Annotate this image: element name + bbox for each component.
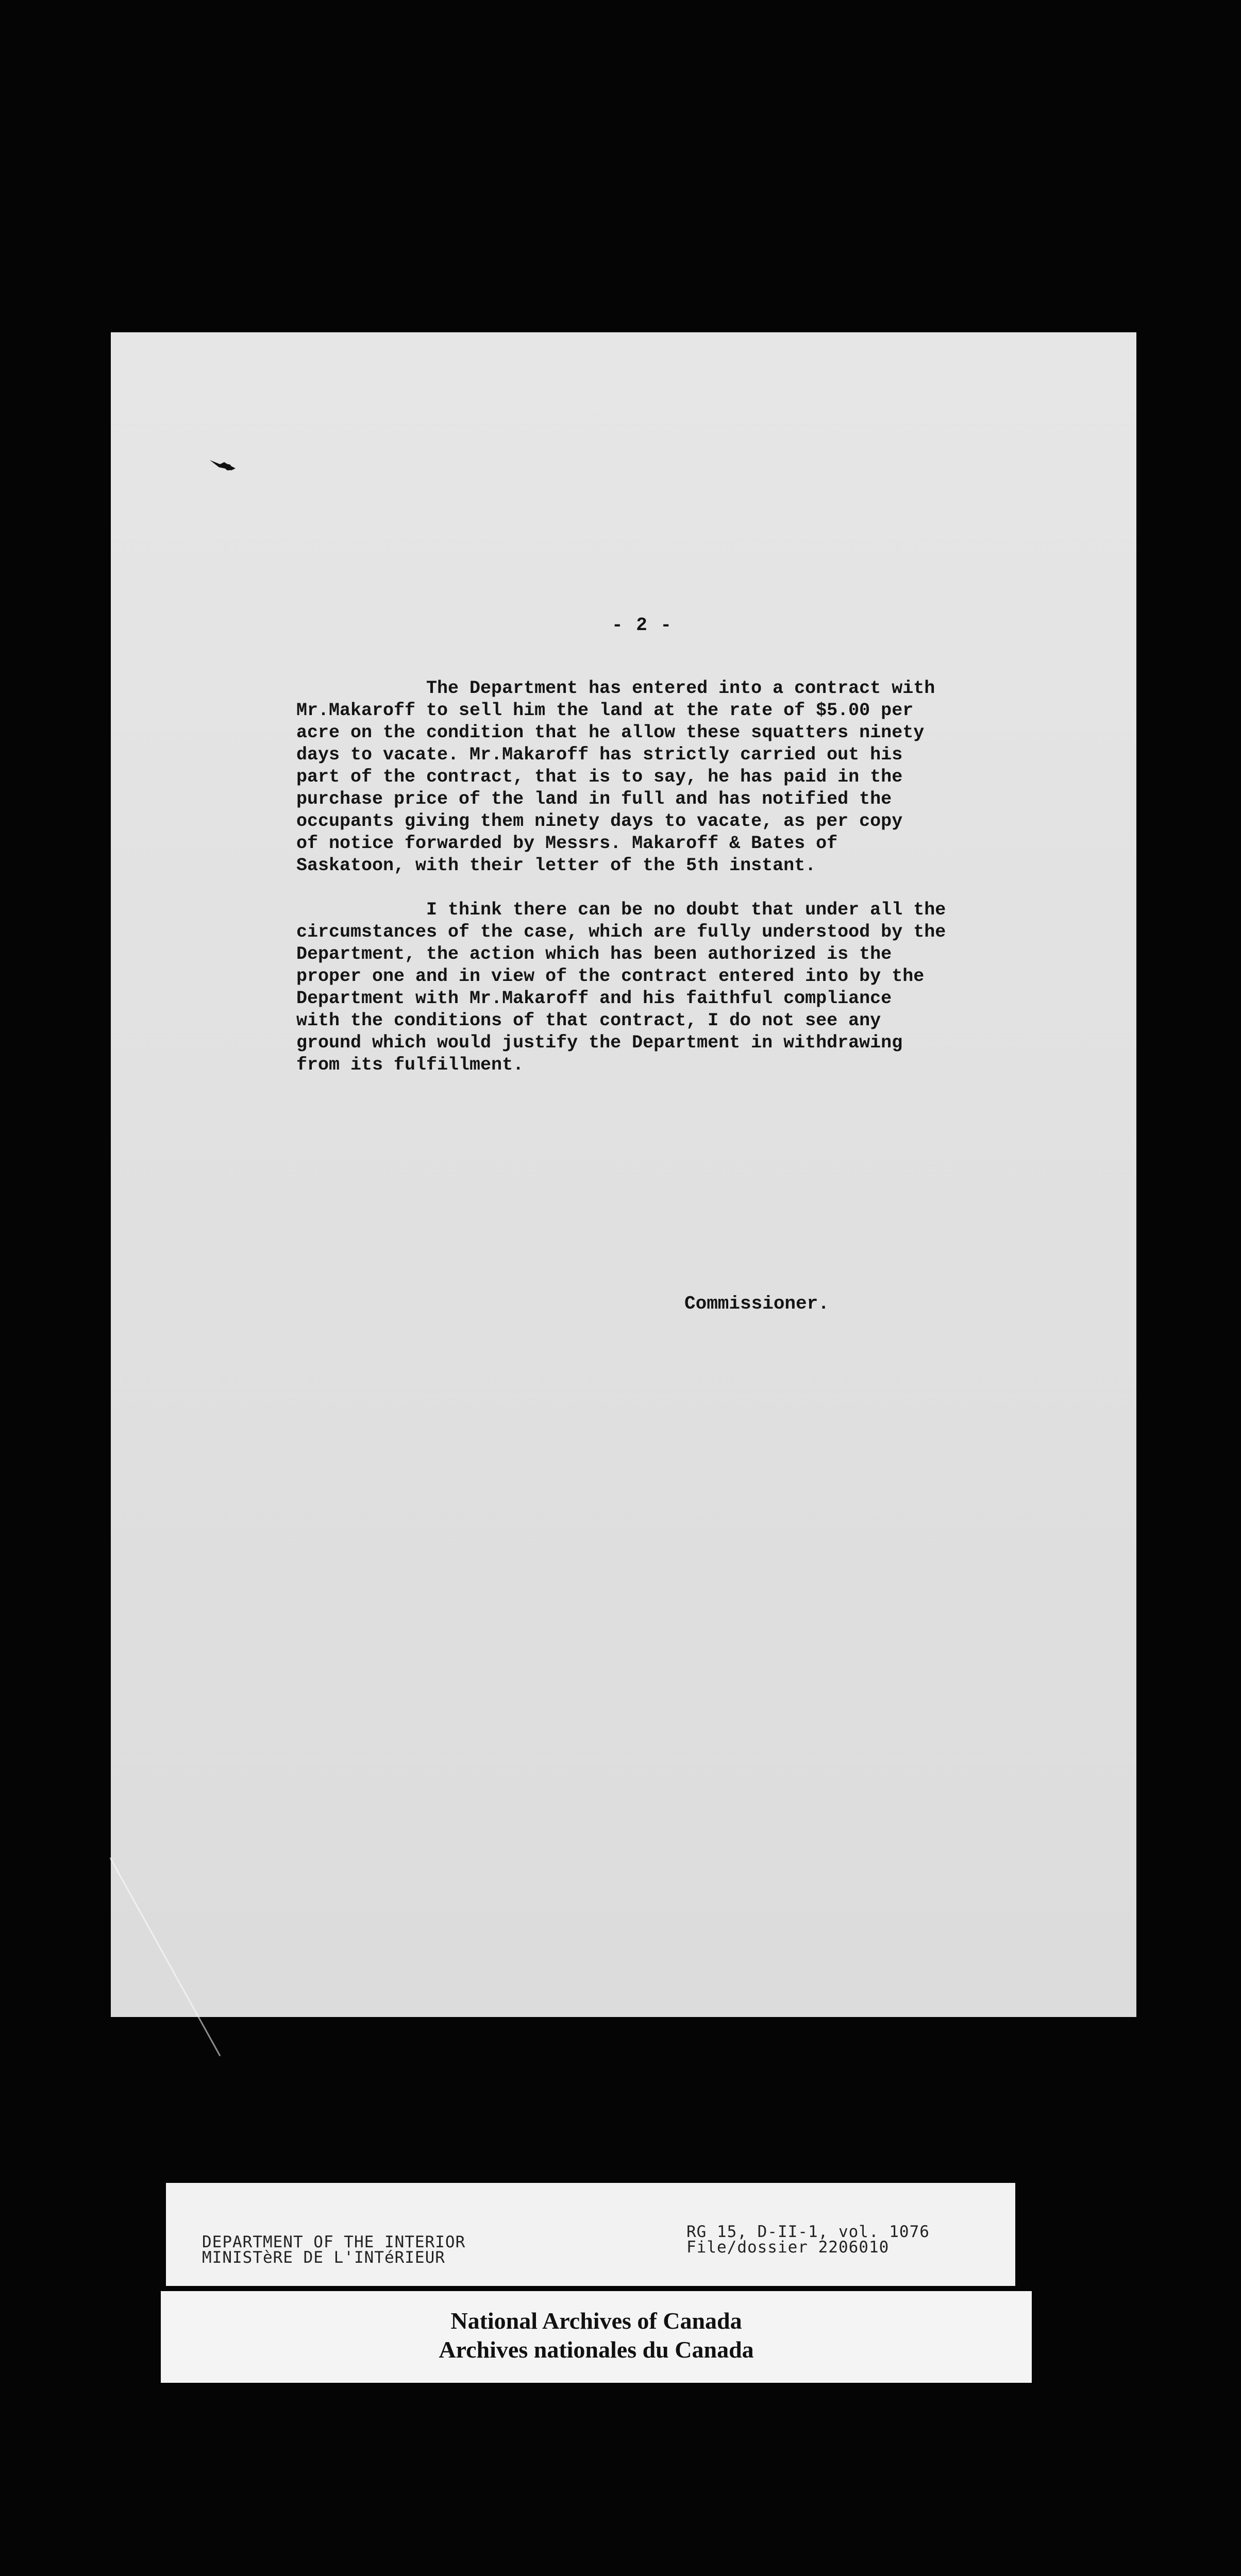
file-number: File/dossier 2206010 <box>686 2238 890 2257</box>
archives-name-french: Archives nationales du Canada <box>439 2336 754 2363</box>
text-line: days to vacate. Mr.Makaroff has strictly carried out his <box>296 744 903 765</box>
text-line: I think there can be no doubt that under all the <box>296 900 946 920</box>
ink-speck-icon <box>209 455 240 476</box>
text-line: purchase price of the land in full and has notified the <box>296 789 892 809</box>
text-line: ground which would justify the Department in withdrawing <box>296 1032 903 1053</box>
paragraph-2 <box>296 899 1172 1076</box>
text-line: Saskatoon, with their letter of the 5th instant. <box>296 855 816 876</box>
archives-banner <box>161 2291 1032 2383</box>
letter-body <box>296 677 1172 1098</box>
text-line: Department, the action which has been authorized is the <box>296 944 892 964</box>
archive-reference-label <box>166 2183 1015 2286</box>
department-label <box>202 2234 465 2265</box>
text-line: The Department has entered into a contract with <box>296 678 935 699</box>
document-page <box>111 332 1136 2017</box>
page-number: - 2 - <box>612 615 673 636</box>
text-line: acre on the condition that he allow these squatters ninety <box>296 722 925 743</box>
text-line: Mr.Makaroff to sell him the land at the rate of $5.00 per <box>296 700 914 721</box>
file-reference <box>686 2224 930 2255</box>
text-line: of notice forwarded by Messrs. Makaroff & Bates of <box>296 833 838 854</box>
text-line: from its fulfillment. <box>296 1055 524 1075</box>
department-english: DEPARTMENT OF THE INTERIOR <box>202 2233 466 2251</box>
text-line: part of the contract, that is to say, he has paid in the <box>296 767 903 787</box>
text-line: circumstances of the case, which are fully understood by the <box>296 922 946 942</box>
signature-title: Commissioner. <box>684 1293 829 1314</box>
archives-name-english: National Archives of Canada <box>450 2308 742 2334</box>
text-line: with the conditions of that contract, I do not see any <box>296 1010 881 1031</box>
text-line: proper one and in view of the contract entered into by the <box>296 966 925 987</box>
text-line: occupants giving them ninety days to vacate, as per copy <box>296 811 903 832</box>
department-french: MINISTèRE DE L'INTéRIEUR <box>202 2248 445 2267</box>
record-group-reference: RG 15, D-II-1, vol. 1076 <box>686 2223 930 2241</box>
text-line: Department with Mr.Makaroff and his faithful compliance <box>296 988 892 1009</box>
paragraph-1 <box>296 677 1172 877</box>
paper-fold-line <box>109 1857 221 2056</box>
